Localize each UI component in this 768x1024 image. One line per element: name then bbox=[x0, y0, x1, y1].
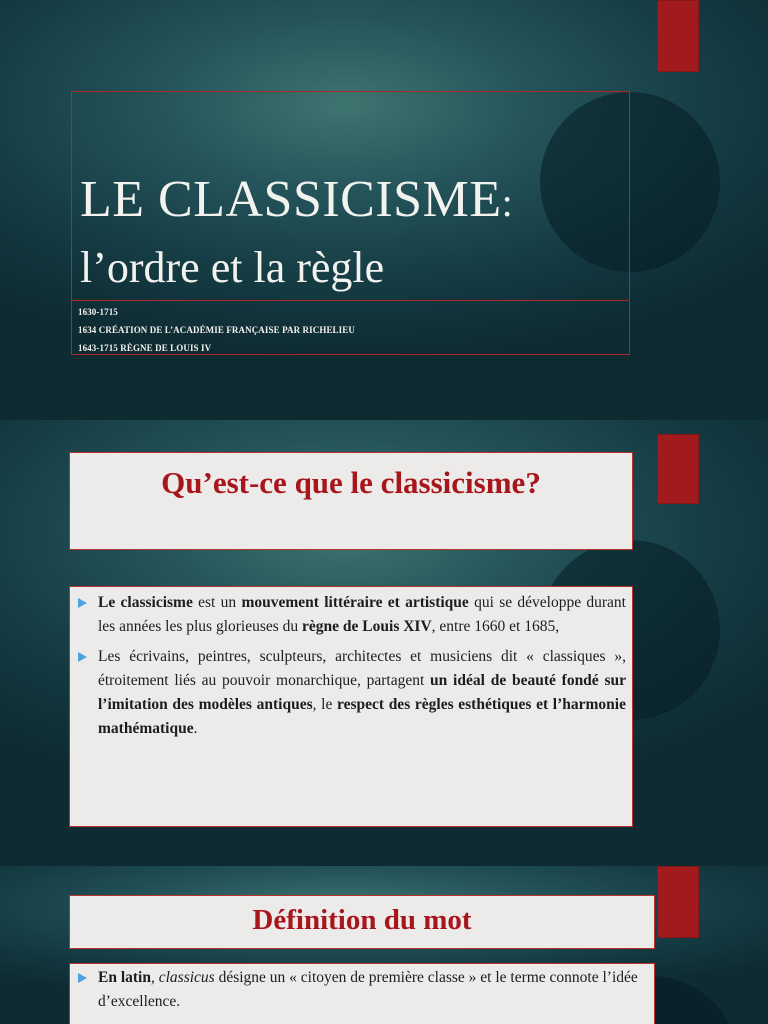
red-tab-decoration bbox=[657, 434, 699, 504]
bullet-arrow-icon bbox=[78, 652, 87, 662]
main-title-colon: : bbox=[501, 180, 513, 225]
date-line: 1630-1715 bbox=[78, 307, 118, 317]
slide-word-definition bbox=[0, 866, 768, 1024]
red-tab-decoration bbox=[657, 0, 699, 72]
bullet-arrow-icon bbox=[78, 598, 87, 608]
slide-title bbox=[0, 0, 768, 420]
red-tab-decoration bbox=[657, 866, 699, 938]
main-title bbox=[80, 170, 513, 229]
slide-definition-question bbox=[0, 420, 768, 866]
date-line: 1634 CRÉATION DE L’ACADÉMIE FRANÇAISE PAR RICHELIEU bbox=[78, 325, 355, 335]
heading-card bbox=[69, 895, 655, 949]
date-line: 1643-1715 RÈGNE DE LOUIS IV bbox=[78, 343, 212, 353]
bullet-arrow-icon bbox=[78, 973, 87, 983]
bullet-item: Les écrivains, peintres, sculpteurs, architectes et musiciens dit « classiques », étroitement liés au pouvoir monarchique, partagent un idéal de beauté fondé sur l’imitation des modèles antiques, le respect des règles esthétiques et l’harmonie mathématique. bbox=[70, 645, 626, 741]
bullet-item: En latin, classicus désigne un « citoyen de première classe » et le terme connote l’idée d’excellence. bbox=[70, 966, 646, 1014]
heading-card bbox=[69, 452, 633, 550]
title-divider bbox=[71, 300, 630, 301]
slide-heading: Qu’est-ce que le classicisme? bbox=[161, 465, 541, 500]
main-title-text: LE CLASSICISME bbox=[80, 171, 502, 228]
content-card bbox=[69, 586, 633, 827]
bullet-item: Le classicisme est un mouvement littéraire et artistique qui se développe durant les années les plus glorieuses du règne de Louis XIV, entre 1660 et 1685, bbox=[70, 591, 626, 639]
slide-heading: Définition du mot bbox=[252, 904, 472, 936]
date-list bbox=[78, 303, 355, 357]
content-card bbox=[69, 963, 655, 1024]
subtitle: l’ordre et la règle bbox=[80, 243, 385, 292]
